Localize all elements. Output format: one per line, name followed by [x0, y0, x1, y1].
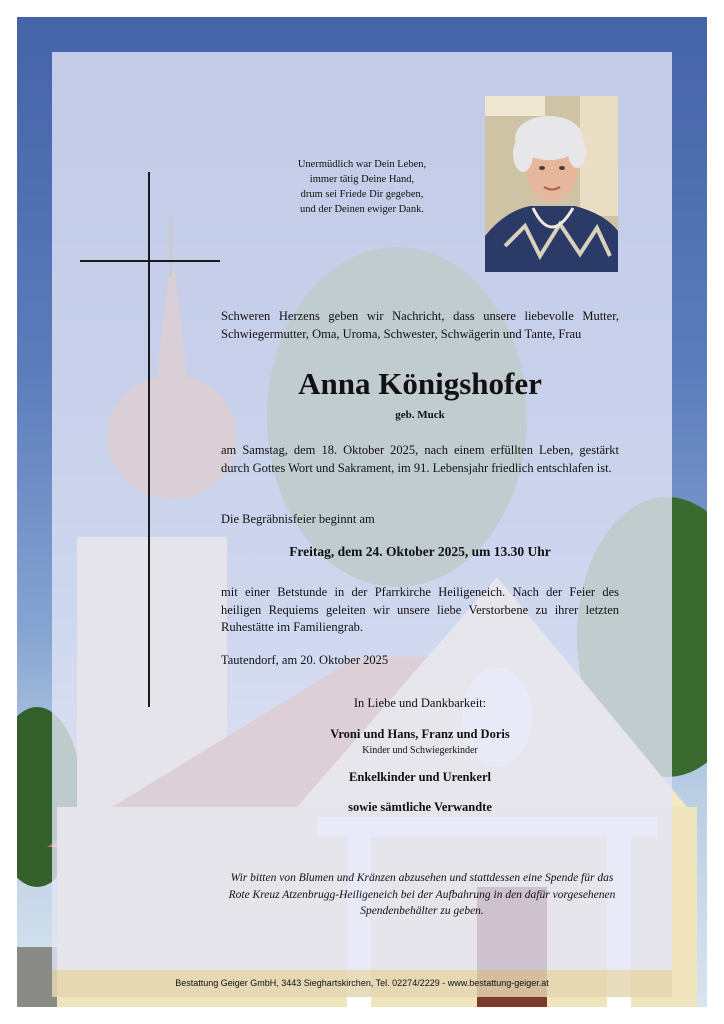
deceased-name: Anna Königshofer [298, 366, 542, 401]
children-relation: Kinder und Schwiegerkinder [362, 745, 478, 756]
announcement-intro: Schweren Herzens geben wir Nachricht, dass unsere liebevolle Mutter, Schwiegermutter, Oma, Uroma, Schwester, Schwägerin und Tante, Frau [221, 309, 619, 341]
cross-icon-bar [80, 260, 220, 262]
poem-line: und der Deinen ewiger Dank. [300, 204, 424, 215]
poem-line: Unermüdlich war Dein Leben, [297, 159, 427, 170]
passing-text: am Samstag, dem 18. Oktober 2025, nach einem erfüllten Leben, gestärkt durch Gottes Wort und Sakrament, im 91. Lebensjahr friedlich entschlafen ist. [221, 443, 619, 475]
cross-icon [148, 172, 150, 707]
portrait-photo [485, 96, 618, 272]
ceremony-text: mit einer Betstunde in der Pfarrkirche Heiligeneich. Nach der Feier des heiligen Requiems geleiten wir unsere liebe Verstorbene zu ihrer letzten Ruhestätte im Familiengrab. [221, 585, 619, 634]
funeral-intro: Die Begräbnisfeier beginnt am [221, 512, 375, 526]
poem-line: immer tätig Deine Hand, [309, 174, 415, 185]
donation-request: Wir bitten von Blumen und Kränzen abzusehen und stattdessen eine Spende für das Rote Kreuz Atzenbrugg-Heiligeneich bei der Aufbahrung in den dafür vorgesehenen Spendenbehälter zu geben. [228, 872, 616, 917]
place-and-date: Tautendorf, am 20. Oktober 2025 [221, 653, 389, 667]
funeral-date: Freitag, dem 24. Oktober 2025, um 13.30 Uhr [289, 544, 551, 559]
grandchildren-line: Enkelkinder und Urenkerl [349, 770, 491, 784]
maiden-name: geb. Muck [395, 409, 445, 421]
thanks-line: In Liebe und Dankbarkeit: [353, 696, 487, 710]
funeral-home-footer: Bestattung Geiger GmbH, 3443 Sieghartskirchen, Tel. 02274/2229 - www.bestattung-geiger.at [175, 978, 549, 988]
children-names: Vroni und Hans, Franz und Doris [330, 727, 510, 741]
relatives-line: sowie sämtliche Verwandte [348, 800, 492, 814]
memorial-poem [237, 157, 487, 217]
poem-line: drum sei Friede Dir gegeben, [300, 189, 424, 200]
